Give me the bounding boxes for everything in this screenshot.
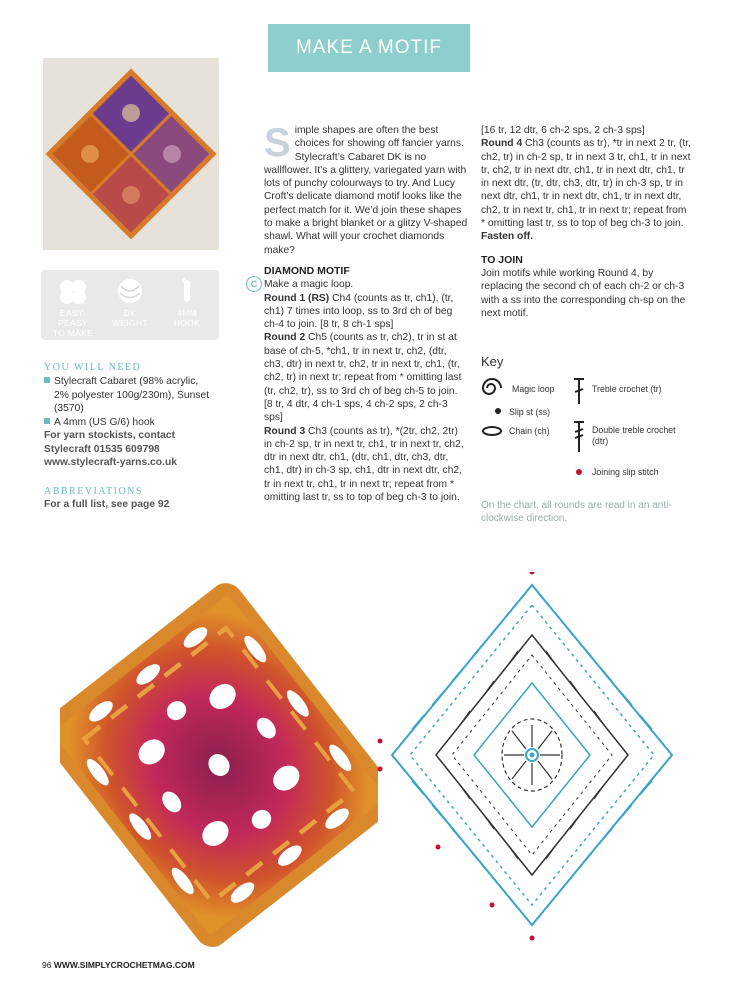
round-label: Round 1 (RS) bbox=[264, 292, 330, 304]
section-banner bbox=[268, 24, 470, 72]
round-label: Round 3 bbox=[264, 425, 306, 437]
key-label-treble: Treble crochet (tr) bbox=[592, 384, 662, 394]
pattern-column-right bbox=[481, 124, 691, 320]
materials-item bbox=[44, 416, 214, 430]
rating-label-bottom: TO MAKE bbox=[52, 328, 94, 338]
rating-label-bottom: HOOK bbox=[173, 318, 201, 328]
rating-label-bottom: WEIGHT bbox=[112, 318, 148, 328]
materials-item-text: Stylecraft Cabaret (98% acrylic, 2% polyester 100g/230m), Sunset (3570) bbox=[54, 376, 210, 414]
materials-item bbox=[44, 375, 214, 416]
rating-difficulty bbox=[45, 278, 101, 338]
key-label-magic-loop: Magic loop bbox=[512, 384, 555, 394]
drop-cap: S bbox=[264, 121, 291, 165]
stockists-url[interactable]: www.stylecraft-yarns.co.uk bbox=[44, 457, 177, 468]
pattern-start: Make a magic loop. bbox=[264, 279, 354, 291]
intro-paragraph bbox=[264, 121, 468, 257]
yarn-ball-icon bbox=[115, 278, 145, 304]
motif-photo-large bbox=[60, 572, 378, 958]
rating-label-top: EASY-PEASY bbox=[58, 308, 88, 328]
slip-stitch-icon bbox=[495, 408, 501, 414]
abbreviations-note: For a full list, see page 92 bbox=[44, 499, 170, 510]
treble-icon bbox=[574, 379, 584, 404]
round-label: Round 4 bbox=[481, 138, 523, 150]
chain-icon bbox=[483, 427, 501, 435]
difficulty-bar bbox=[41, 270, 219, 340]
key-label-double-treble: Double treble crochet (dtr) bbox=[592, 425, 676, 446]
materials-list bbox=[44, 375, 214, 470]
round-2 bbox=[264, 331, 468, 424]
join-heading: TO JOIN bbox=[481, 253, 523, 266]
pattern-heading: DIAMOND MOTIF bbox=[264, 264, 350, 277]
round-text: Ch5 (counts as tr, ch2), tr in st at base of ch-5, *ch1, tr in next tr, ch2, (dtr, ch3, dtr) in next tr, ch2, tr in next tr, ch1, (tr, ch2, tr) in next tr; repeat from * omitting last (tr, ch2, tr), ss to 3rd ch of beg ch-5 to join. [8 tr, 4 dtr, 4 ch-1 sps, 4 ch-2 sps, 2 ch-3 sps] bbox=[264, 332, 462, 424]
you-will-need-heading: YOU WILL NEED bbox=[44, 362, 142, 373]
abbreviations-heading: ABBREVIATIONS bbox=[44, 486, 143, 497]
rating-label-top: 4MM bbox=[177, 308, 197, 318]
page-number: 96 bbox=[42, 960, 52, 970]
rating-hook bbox=[159, 278, 215, 328]
crochet-hook-icon bbox=[172, 278, 202, 304]
round-1 bbox=[264, 292, 468, 332]
round-text: Ch3 (counts as tr), *(2tr, ch2, 2tr) in ch-2 sp, tr in next tr, ch1, tr in next tr, ch2, dtr in next dtr, ch1, (dtr, ch1, dtr, ch3, dtr, ch1, dtr) in ch-3 sp, ch1, dtr in next dtr, ch2, tr in next tr, ch1, tr in next tr; repeat from * omitting last tr, ss to top of beg ch-3 to join. bbox=[264, 425, 464, 504]
page-footer bbox=[42, 960, 195, 970]
round-label: Round 2 bbox=[264, 332, 306, 344]
fasten-off: Fasten off. bbox=[481, 231, 534, 243]
intro-text: imple shapes are often the best choices for showing off fancier yarns. Stylecraft’s Cabaret DK is no wallflower. It’s a glittery, variegated yarn with lots of punchy colourways to try. And Lucy Croft’s delicate diamond motif looks like the perfect match for it. We’d join these shapes to make a bright blanket or a glitzy V-shaped shawl. What will your crochet diamonds make? bbox=[264, 125, 468, 256]
round-4 bbox=[481, 137, 691, 243]
key-label-slip-stitch: Slip st (ss) bbox=[509, 407, 551, 417]
motif-photo-small bbox=[43, 58, 219, 250]
round-3 bbox=[264, 425, 468, 505]
round-text: Ch4 (counts as tr, ch1), (tr, ch1) 7 times into loop, ss to 3rd ch of beg ch-4 to join. [8 tr, 8 ch-1 sps] bbox=[264, 292, 454, 331]
key-label-chain: Chain (ch) bbox=[509, 426, 550, 436]
rating-weight bbox=[102, 278, 158, 328]
stockists-line-2: Stylecraft 01535 609798 bbox=[44, 443, 160, 455]
chart-note: On the chart, all rounds are read in an anti-clockwise direction. bbox=[481, 500, 672, 524]
rating-label-top: DK bbox=[123, 308, 137, 318]
intro-column bbox=[264, 121, 468, 504]
footer-site[interactable]: WWW.SIMPLYCROCHETMAG.COM bbox=[53, 960, 195, 970]
key-heading: Key bbox=[481, 354, 504, 369]
chart-marker-icon: C bbox=[246, 276, 262, 292]
stockists-line-1: For yarn stockists, contact bbox=[44, 430, 176, 441]
join-text: Join motifs while working Round 4, by replacing the second ch of each ch-2 or ch-3 with a ss into the corresponding ch-sp on the next motif. bbox=[481, 267, 686, 319]
round-3-count: [16 tr, 12 dtr, 6 ch-2 sps, 2 ch-3 sps] bbox=[481, 125, 645, 136]
yarn-balls-icon bbox=[58, 278, 88, 304]
round-text: Ch3 (counts as tr), *tr in next 2 tr, (tr, ch2, tr) in ch-2 sp, tr in next 3 tr, ch1, tr in next tr, ch2, tr in next dtr, ch1, tr in next dtr, ch1, tr in next dtr, (tr, dtr, ch3, dtr, tr) in ch-3 sp, tr in next dtr, ch1, tr in next dtr, ch1, tr in next dtr, ch2, tr in next tr, ch1, tr in next tr; repeat from * omitting last tr, ss to top of beg ch-3 to join. bbox=[481, 138, 691, 230]
materials-item-text: A 4mm (US G/6) hook bbox=[54, 416, 155, 428]
joining-slip-stitch-icon bbox=[576, 469, 582, 475]
key-label-joining: Joining slip stitch bbox=[592, 467, 659, 477]
double-treble-icon bbox=[574, 422, 584, 452]
crochet-chart bbox=[372, 572, 697, 947]
section-title: MAKE A MOTIF bbox=[295, 37, 443, 58]
magic-loop-icon bbox=[483, 379, 501, 394]
